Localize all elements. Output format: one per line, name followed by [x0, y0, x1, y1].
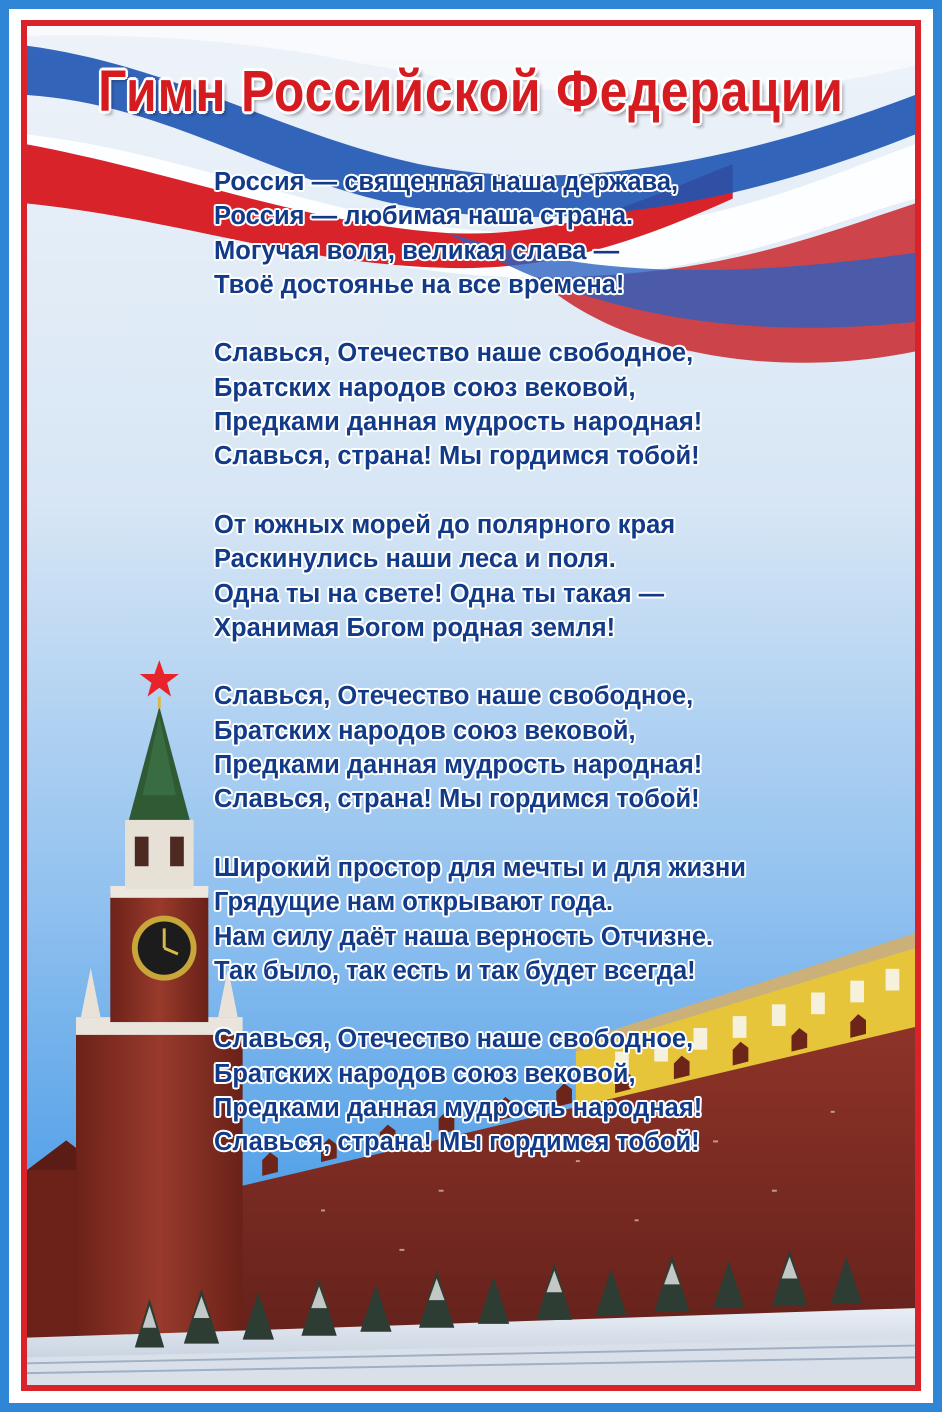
anthem-text	[214, 165, 921, 1194]
verse-line: Предками данная мудрость народная!	[214, 1094, 703, 1123]
verse-line: Славься, страна! Мы гордимся тобой!	[214, 785, 700, 814]
verse-line: Славься, Отечество наше свободное,	[214, 1025, 694, 1054]
verse-line: Раскинулись наши леса и поля.	[214, 545, 616, 574]
stanza-3	[214, 851, 921, 988]
stanza-2	[214, 508, 921, 645]
verse-line: От южных морей до полярного края	[214, 510, 676, 539]
verse-line: Россия — любимая наша страна.	[214, 202, 634, 231]
verse-line: Могучая воля, великая слава —	[214, 236, 620, 265]
poster-frame	[21, 20, 921, 1391]
verse-line: Хранимая Богом родная земля!	[214, 613, 616, 642]
chorus-1	[214, 336, 921, 473]
verse-line: Одна ты на свете! Одна ты такая —	[214, 579, 665, 608]
verse-line: Славься, страна! Мы гордимся тобой!	[214, 442, 700, 471]
verse-line: Предками данная мудрость народная!	[214, 408, 703, 437]
verse-line: Россия — священная наша держава,	[214, 168, 679, 196]
verse-line: Братских народов союз вековой,	[214, 373, 636, 402]
verse-line: Славься, Отечество наше свободное,	[214, 339, 694, 368]
verse-line: Нам силу даёт наша верность Отчизне.	[214, 922, 714, 951]
verse-line: Славься, Отечество наше свободное,	[214, 682, 694, 711]
verse-line: Братских народов союз вековой,	[214, 716, 636, 745]
verse-line: Широкий простор для мечты и для жизни	[214, 853, 746, 882]
verse-line: Славься, страна! Мы гордимся тобой!	[214, 1128, 700, 1157]
verse-line: Предками данная мудрость народная!	[214, 751, 703, 780]
verse-line: Грядущие нам открывают года.	[214, 888, 614, 917]
verse-line: Так было, так есть и так будет всегда!	[214, 956, 696, 985]
chorus-2	[214, 679, 921, 816]
verse-line: Братских народов союз вековой,	[214, 1059, 636, 1088]
verse-line: Твоё достоянье на все времена!	[214, 270, 625, 299]
chorus-3	[214, 1022, 921, 1159]
stanza-1	[214, 165, 921, 302]
page-title: Гимн Российской Федерации	[98, 59, 844, 124]
